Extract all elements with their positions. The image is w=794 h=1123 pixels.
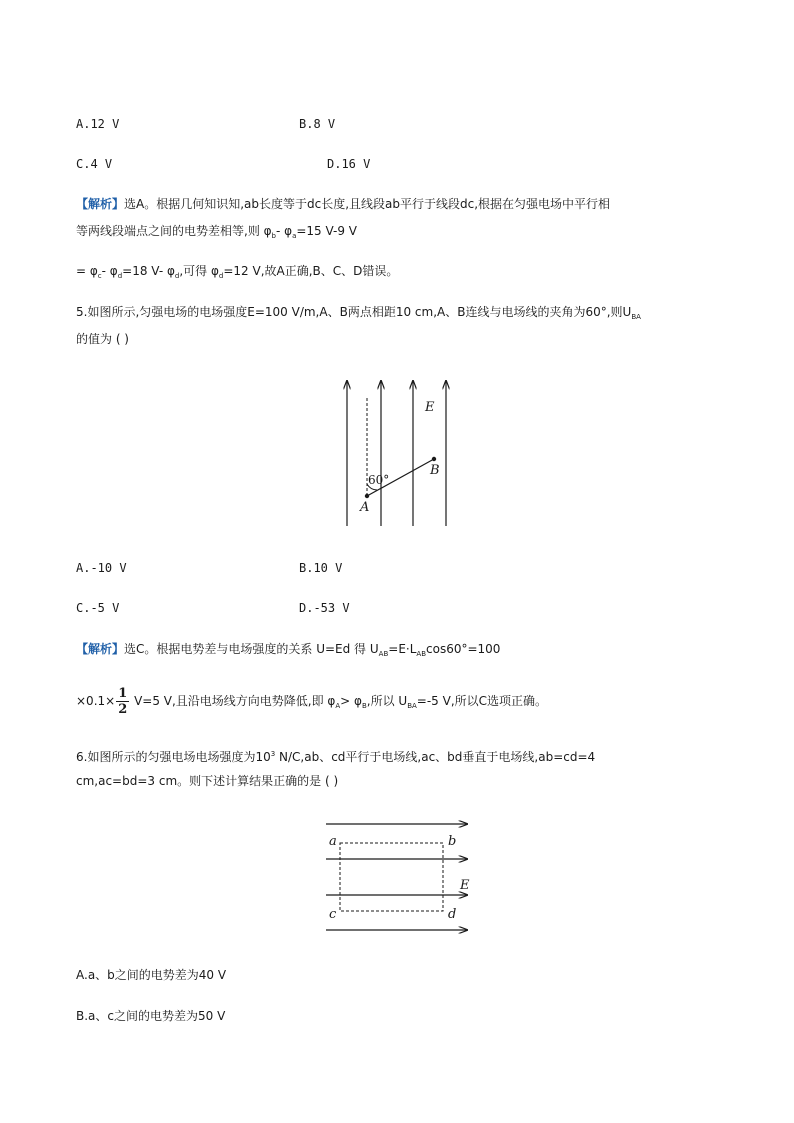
q4-option-a: A.12 V [76, 117, 120, 131]
q4-option-c: C.4 V [76, 157, 113, 171]
q5-option-a: A.-10 V [76, 561, 127, 575]
q5-solution-line-1: 【解析】选C。根据电势差与电场强度的关系 U=Ed 得 $U_{AB}=E\cdot L_{AB}\cos 60^\circ=100$ [76, 642, 501, 658]
q6-stem-line-2: cm,ac=bd=3 cm。则下述计算结果正确的是 ( ) [76, 774, 339, 788]
q4-solution-line-2: 等两线段端点之间的电势差相等,则 $\varphi_b-$ $\varphi_a=15$ V-9 V [76, 224, 357, 240]
label-e: E [460, 878, 470, 893]
label-b: B [430, 463, 440, 478]
q5-option-d: D.-53 V [299, 601, 350, 615]
point-b [432, 457, 436, 461]
label-angle: 60° [368, 473, 390, 487]
label-a: a [329, 834, 337, 849]
q4-solution-line-1: 【解析】选A。根据几何知识知,ab长度等于dc长度,且线段ab平行于线段dc,根据在匀强电场中平行相 [76, 197, 611, 211]
fraction-one-half: $\frac{1}{2}$ [118, 686, 128, 717]
solution-tag: 【解析】 [76, 642, 125, 656]
q5-stem-line-1: 5.如图所示,匀强电场的电场强度E=100 V/m,A、B两点相距10 cm,A、B连线与电场线的夹角为60°,则$U_{BA}$ [76, 305, 641, 321]
label-d: d [448, 907, 457, 922]
label-b: b [448, 834, 457, 849]
q5-stem-line-2: 的值为 ( ) [76, 332, 129, 346]
q6-stem-line-1: 6.如图所示的匀强电场电场强度为$10^3$ N/C,ab、cd平行于电场线,ac、bd垂直于电场线,ab=cd=4 [76, 750, 596, 764]
q5-option-b: B.10 V [299, 561, 343, 575]
q4-option-d: D.16 V [327, 157, 371, 171]
q6-option-b: B.a、c之间的电势差为50 V [76, 1009, 226, 1023]
label-c: c [329, 907, 337, 922]
point-a [365, 494, 369, 498]
label-a: A [360, 500, 370, 515]
q6-field-figure [322, 814, 474, 938]
q6-option-a: A.a、b之间的电势差为40 V [76, 968, 227, 982]
q4-solution-line-3: = $\varphi_c-$ $\varphi_d=18$ V- $\varphi_d$,可得 $\varphi_d=12$ V,故A正确,B、C、D错误。 [76, 264, 399, 280]
q5-field-figure [330, 374, 460, 530]
dashed-rectangle-abdc [340, 843, 443, 911]
q5-option-c: C.-5 V [76, 601, 120, 615]
q4-option-b: B.8 V [299, 117, 336, 131]
solution-tag: 【解析】 [76, 197, 125, 211]
label-e: E [425, 400, 435, 415]
q5-solution-line-2: ×0.1× $\frac{1}{2}$ V=5 V,且沿电场线方向电势降低,即 $\varphi_A> \varphi_B$,所以 $U_{BA}=-5$ V,所以C选项正确。 [76, 686, 548, 717]
